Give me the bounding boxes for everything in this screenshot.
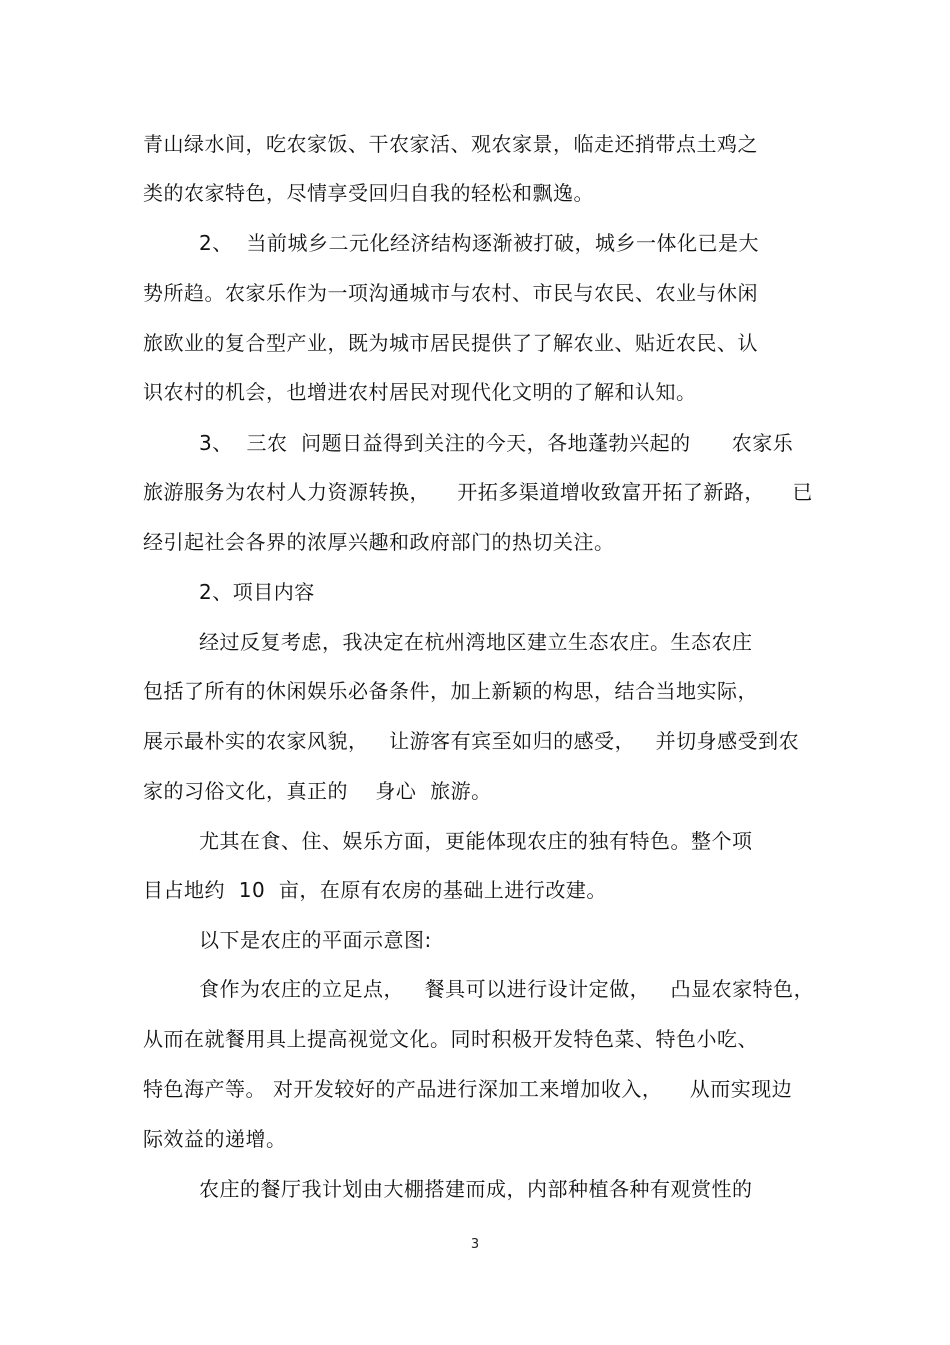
section-heading: 2、项目内容	[199, 580, 315, 604]
text-line: 旅游服务为农村人力资源转换， 开拓多渠道增收致富开拓了新路， 已	[143, 480, 813, 504]
text-line: 家的习俗文化，真正的 身心 旅游。	[143, 779, 492, 803]
text-line: 识农村的机会，也增进农村居民对现代化文明的了解和认知。	[143, 380, 697, 404]
text-line: 2、 当前城乡二元化经济结构逐渐被打破，城乡一体化已是大	[199, 231, 759, 255]
text-line: 农庄的餐厅我计划由大棚搭建而成，内部种植各种有观赏性的	[199, 1177, 753, 1201]
text-line: 经过反复考虑，我决定在杭州湾地区建立生态农庄。生态农庄	[199, 630, 753, 654]
text-line: 际效益的递增。	[143, 1127, 287, 1151]
text-line: 目占地约 10 亩，在原有农房的基础上进行改建。	[143, 878, 607, 902]
text-line: 尤其在食、住、娱乐方面，更能体现农庄的独有特色。整个项	[199, 829, 753, 853]
text-line: 食作为农庄的立足点， 餐具可以进行设计定做， 凸显农家特色，	[199, 977, 815, 1001]
text-line: 经引起社会各界的浓厚兴趣和政府部门的热切关注。	[143, 530, 615, 554]
text-line: 特色海产等。 对开发较好的产品进行深加工来增加收入， 从而实现边	[143, 1077, 793, 1101]
text-line: 旅欧业的复合型产业，既为城市居民提供了了解农业、贴近农民、认	[143, 331, 758, 355]
text-line: 势所趋。农家乐作为一项沟通城市与农村、市民与农民、农业与休闲	[143, 281, 758, 305]
text-line: 青山绿水间，吃农家饭、干农家活、观农家景，临走还捎带点土鸡之	[143, 132, 758, 156]
text-line: 类的农家特色，尽情享受回归自我的轻松和飘逸。	[143, 181, 594, 205]
text-line: 展示最朴实的农家风貌， 让游客有宾至如归的感受， 并切身感受到农	[143, 729, 800, 753]
text-line: 包括了所有的休闲娱乐必备条件，加上新颖的构思，结合当地实际，	[143, 679, 758, 703]
text-line: 以下是农庄的平面示意图:	[199, 928, 432, 952]
page-number: 3	[470, 1237, 480, 1252]
text-line: 3、 三农 问题日益得到关注的今天，各地蓬勃兴起的 农家乐	[199, 431, 794, 455]
text-line: 从而在就餐用具上提高视觉文化。同时积极开发特色菜、特色小吃、	[143, 1027, 758, 1051]
